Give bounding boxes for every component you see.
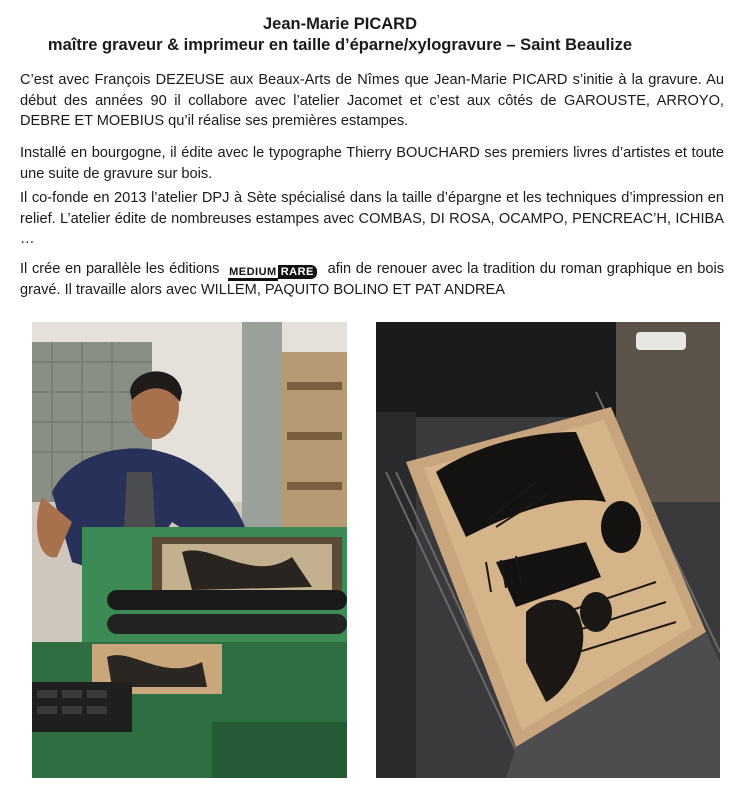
- paragraph-atelier-dpj: Il co-fonde en 2013 l’atelier DPJ à Sète spécialisé dans la taille d’épargne et les techniques d’impression en relief. L’atelier édite de nombreuses estampes avec COMBAS, DI ROSA, OCAMPO, PENCREAC’H, ICHIBA …: [20, 190, 724, 247]
- editions-text-before: Il crée en parallèle les éditions: [20, 261, 220, 277]
- paragraph-bourgogne: Installé en bourgogne, il édite avec le typographe Thierry BOUCHARD ses premiers livres d’artistes et toute une suite de gravure sur bois.: [20, 145, 724, 182]
- paragraph-training: C’est avec François DEZEUSE aux Beaux-Arts de Nîmes que Jean-Marie PICARD s’initie à la gravure. Au début des années 90 il collabore avec l’atelier Jacomet et c’est aux côtés de GAROUSTE, ARROYO, DEBRE ET MOEBIUS qu’il réalise ses premières estampes.: [20, 72, 724, 129]
- printer-at-press-photo: [32, 322, 347, 778]
- logo-part-rare: RARE: [278, 265, 317, 279]
- page-title: [0, 14, 680, 56]
- artist-name: Jean-Marie PICARD: [262, 15, 418, 33]
- paragraph-editions: [20, 259, 724, 300]
- editions-text-after: afin de renouer avec la tradition du roman graphique en bois gravé. Il travaille alors avec WILLEM, PAQUITO BOLINO ET PAT ANDREA: [20, 261, 725, 298]
- woodblock-on-press-photo: [376, 322, 720, 778]
- medium-rare-logo: [228, 265, 317, 279]
- logo-part-medium: MEDIUM: [228, 266, 278, 281]
- artist-subtitle: maître graveur & imprimeur en taille d’éparne/xylogravure – Saint Beaulize: [47, 36, 633, 54]
